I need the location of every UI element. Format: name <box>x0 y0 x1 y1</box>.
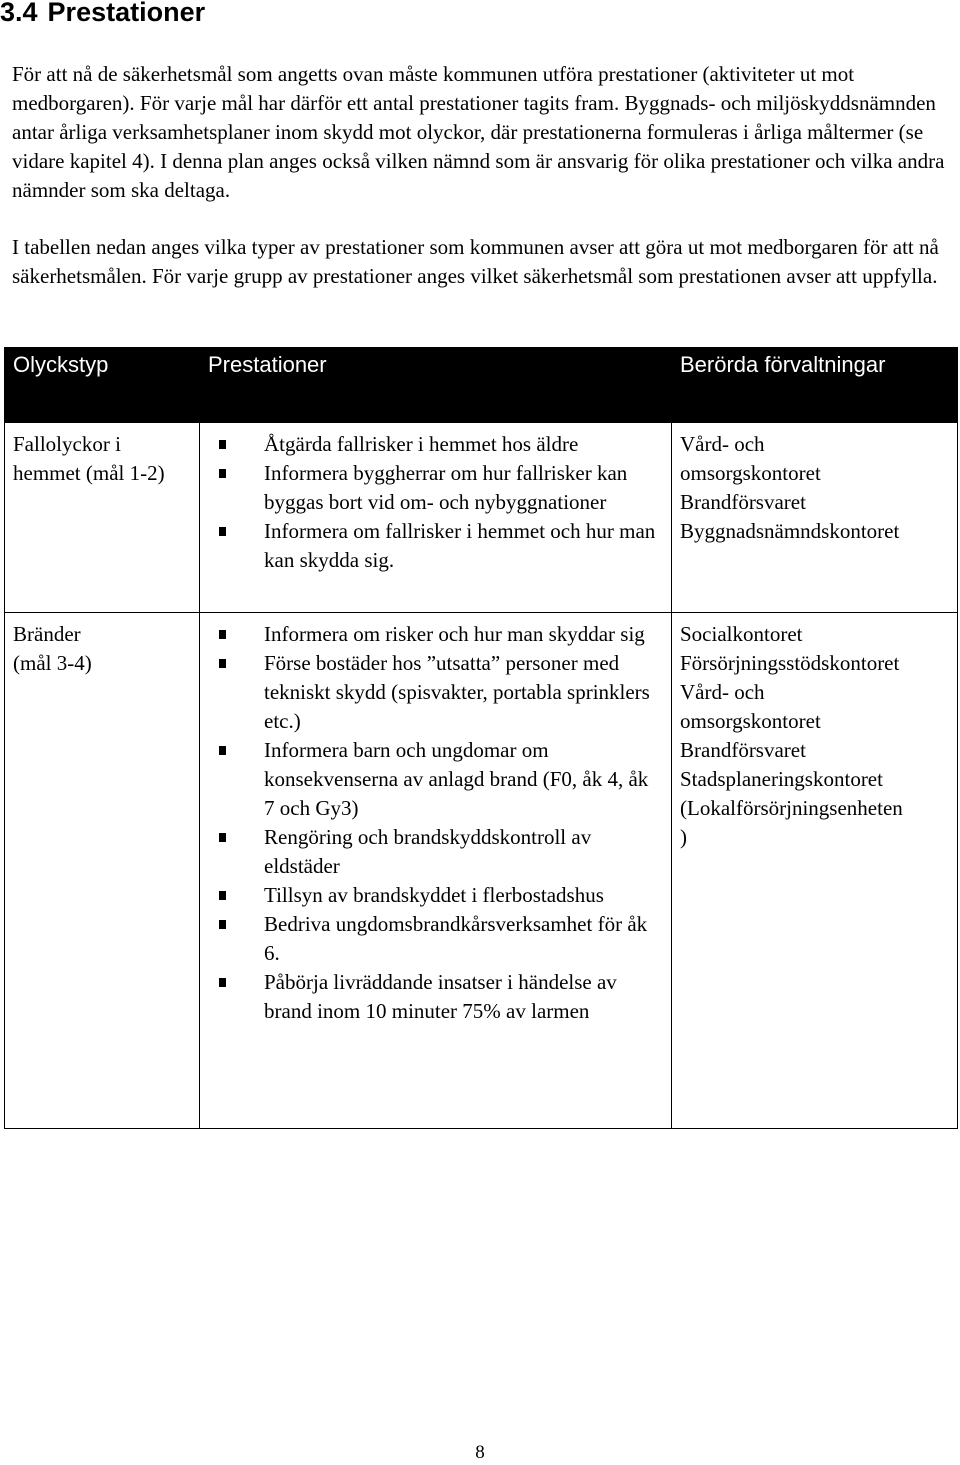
header-olyckstyp: Olyckstyp <box>5 348 200 423</box>
list-item <box>264 736 663 823</box>
departments-cell <box>672 423 958 613</box>
list-item-text: Bedriva ungdomsbrandkårsverksamhet för åk 6. <box>264 912 648 965</box>
department-line: Vård- och <box>680 680 765 704</box>
table-row <box>5 423 958 613</box>
list-item-text: Rengöring och brandskyddskontroll av eldstäder <box>264 825 592 878</box>
list-item-text: Påbörja livräddande insatser i händelse av brand inom 10 minuter 75% av larmen <box>264 970 617 1023</box>
list-item <box>264 430 663 459</box>
page-number: 8 <box>475 1442 485 1463</box>
department-line: ) <box>680 825 687 849</box>
department-line: (Lokalförsörjningsenheten <box>680 796 903 820</box>
section-title: Prestationer <box>47 0 206 27</box>
measures-cell <box>200 423 672 613</box>
list-item <box>264 649 663 736</box>
bullet-square-icon <box>219 469 226 478</box>
measures-list <box>208 620 663 1026</box>
list-item <box>264 968 663 1026</box>
list-item <box>264 823 663 881</box>
department-line: Brandförsvaret <box>680 738 806 762</box>
table-header-row <box>5 348 958 423</box>
table-row <box>5 613 958 1129</box>
accident-type-cell <box>5 423 200 613</box>
measures-cell <box>200 613 672 1129</box>
table-intro-paragraph: I tabellen nedan anges vilka typer av prestationer som kommunen avser att göra ut mot medborgaren för att nå säkerhetsmålen. För varje grupp av prestationer anges vilket säkerhetsmål som prestationen avser att uppfylla. <box>12 235 939 288</box>
bullet-square-icon <box>219 527 226 536</box>
accident-type-line: hemmet (mål 1-2) <box>13 461 165 485</box>
prestationer-table <box>4 347 958 1129</box>
bullet-square-icon <box>219 978 226 987</box>
bullet-square-icon <box>219 891 226 900</box>
department-line: omsorgskontoret <box>680 709 821 733</box>
list-item-text: Informera barn och ungdomar om konsekvenserna av anlagd brand (F0, åk 4, åk 7 och Gy3) <box>264 738 649 820</box>
list-item-text: Tillsyn av brandskyddet i flerbostadshus <box>264 883 604 907</box>
intro-paragraph: För att nå de säkerhetsmål som angetts ovan måste kommunen utföra prestationer (aktiviteter ut mot medborgaren). För varje mål har därför ett antal prestationer tagits fram. Byggnads- och miljöskyddsnämnden antar årliga verksamhetsplaner inom skydd mot olyckor, där prestationerna formuleras i årliga måltermer (se vidare kapitel 4). I denna plan anges också vilken nämnd som är ansvarig för olika prestationer och vilka andra nämnder som ska deltaga. <box>12 62 945 202</box>
section-number: 3.4 <box>0 0 38 27</box>
bullet-square-icon <box>219 659 226 668</box>
header-berorda-forvaltningar: Berörda förvaltningar <box>672 348 958 423</box>
list-item-text: Informera byggherrar om hur fallrisker kan byggas bort vid om- och nybyggnationer <box>264 461 628 514</box>
list-item-text: Informera om risker och hur man skyddar sig <box>264 622 645 646</box>
accident-type-line: Bränder <box>13 622 81 646</box>
department-line: omsorgskontoret <box>680 461 821 485</box>
accident-type-line: Fallolyckor i <box>13 432 121 456</box>
accident-type-cell <box>5 613 200 1129</box>
section-heading <box>0 0 205 30</box>
department-line: Försörjningsstödskontoret <box>680 651 900 675</box>
department-line: Byggnadsnämndskontoret <box>680 519 900 543</box>
measures-list <box>208 430 663 575</box>
list-item <box>264 459 663 517</box>
department-line: Brandförsvaret <box>680 490 806 514</box>
list-item-text: Åtgärda fallrisker i hemmet hos äldre <box>264 432 579 456</box>
header-prestationer: Prestationer <box>200 348 672 423</box>
list-item <box>264 881 663 910</box>
list-item <box>264 910 663 968</box>
bullet-square-icon <box>219 833 226 842</box>
list-item-text: Förse bostäder hos ”utsatta” personer med tekniskt skydd (spisvakter, portabla sprinklers etc.) <box>264 651 650 733</box>
department-line: Vård- och <box>680 432 765 456</box>
list-item <box>264 620 663 649</box>
bullet-square-icon <box>219 440 226 449</box>
bullet-square-icon <box>219 920 226 929</box>
department-line: Socialkontoret <box>680 622 803 646</box>
list-item <box>264 517 663 575</box>
list-item-text: Informera om fallrisker i hemmet och hur man kan skydda sig. <box>264 519 656 572</box>
bullet-square-icon <box>219 630 226 639</box>
accident-type-line: (mål 3-4) <box>13 651 92 675</box>
bullet-square-icon <box>219 746 226 755</box>
department-line: Stadsplaneringskontoret <box>680 767 883 791</box>
departments-cell <box>672 613 958 1129</box>
